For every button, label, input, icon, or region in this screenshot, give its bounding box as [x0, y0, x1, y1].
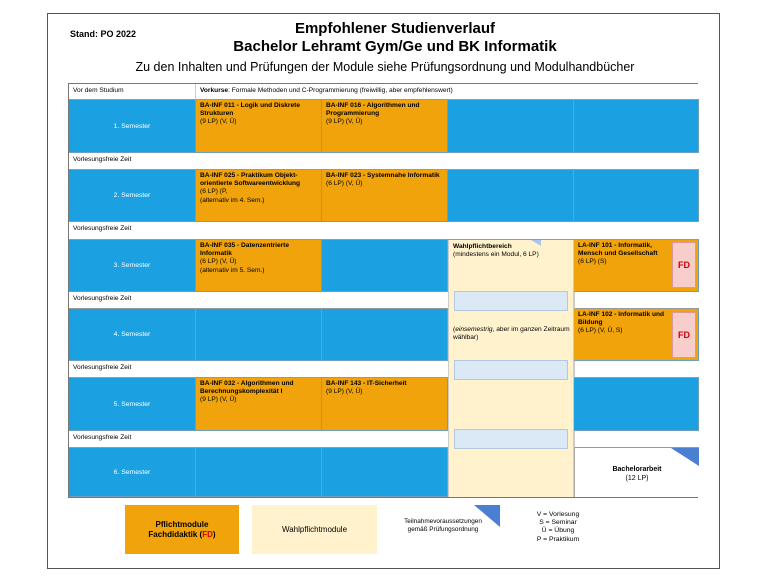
- module-meta: (9 LP) (V, Ü): [200, 396, 237, 404]
- vorkurse-cell: [196, 84, 699, 100]
- module-title: BA-INF 016 - Algorithmen und Programmierung: [326, 102, 420, 118]
- prerequisite-marker-icon: [671, 448, 699, 466]
- empty-slot: [574, 100, 699, 153]
- module-meta: (9 LP) (V, Ü): [326, 118, 363, 126]
- module-meta: (6 LP) (P,: [200, 188, 228, 196]
- legend-abbr-v: V = Vorlesung: [536, 511, 580, 518]
- fd-badge: FD: [672, 312, 696, 358]
- module-title: BA-INF 025 - Praktikum Objekt-orientierte Softwareentwicklung: [200, 172, 301, 188]
- wahlpflicht-subtitle: (mindestens ein Modul, 6 LP): [453, 251, 539, 259]
- semester-label-4: 4. Semester: [69, 309, 196, 361]
- empty-slot: [574, 170, 699, 222]
- module-ba-inf-023: [322, 170, 448, 222]
- empty-slot: [448, 100, 574, 153]
- module-title: LA-INF 101 - Informatik, Mensch und Gesellschaft: [578, 242, 658, 258]
- module-meta: (9 LP) (V, Ü): [326, 388, 363, 396]
- study-plan-grid: [68, 83, 698, 498]
- break-row-right: [574, 361, 699, 378]
- module-title: BA-INF 011 - Logik und Diskrete Strukturen: [200, 102, 301, 118]
- row-label-before-study: Vor dem Studium: [69, 84, 196, 100]
- legend-fd-close: ): [212, 529, 216, 539]
- legend-fd: FD: [202, 529, 213, 539]
- module-note: (alternativ im 4. Sem.): [200, 196, 265, 204]
- page-subtitle: Zu den Inhalten und Prüfungen der Module siehe Prüfungsordnung und Modulhandbücher: [135, 60, 635, 74]
- vorkurse-text: : Formale Methoden und C-Programmierung (freiwillig, aber empfehlenswert): [228, 87, 453, 94]
- empty-slot: [322, 448, 448, 497]
- module-title: BA-INF 035 - Datenzentrierte Informatik: [200, 242, 290, 258]
- module-meta: (6 LP) (S): [578, 258, 607, 266]
- fd-badge: FD: [672, 242, 696, 288]
- bachelorarbeit-cell: [574, 448, 699, 497]
- empty-slot: [196, 309, 322, 361]
- bachelorarbeit-title: Bachelorarbeit: [612, 466, 662, 473]
- empty-slot: [196, 448, 322, 497]
- wahlpflicht-note-open: (: [453, 326, 456, 333]
- module-ba-inf-025: [196, 170, 322, 222]
- module-title: BA-INF 032 - Algorithmen und Berechnungskomplexität I: [200, 380, 294, 396]
- legend-wahlpflichtmodule: Wahlpflichtmodule: [252, 505, 377, 554]
- bachelorarbeit-meta: (12 LP): [625, 475, 649, 482]
- semester-label-3: 3. Semester: [69, 240, 196, 292]
- module-ba-inf-035: [196, 240, 322, 292]
- legend-abbreviations: [518, 511, 598, 544]
- break-row: Vorlesungsfreie Zeit: [69, 292, 448, 309]
- semester-label-5: 5. Semester: [69, 378, 196, 431]
- module-meta: (6 LP) (V, Ü): [200, 258, 237, 266]
- empty-slot: [448, 170, 574, 222]
- legend-pflicht-label: Pflichtmodule: [155, 519, 209, 529]
- page-title: Empfohlener Studienverlauf: [294, 20, 496, 37]
- module-meta: (6 LP) (V, Ü): [326, 180, 363, 188]
- legend-fachdidaktik: [148, 530, 215, 540]
- legend-tv-line2: gemäß Prüfungsordnung: [407, 526, 479, 533]
- break-row: Vorlesungsfreie Zeit: [69, 431, 448, 448]
- break-row-right: [574, 292, 699, 309]
- break-row: Vorlesungsfreie Zeit: [69, 222, 699, 240]
- break-row-right: [574, 431, 699, 448]
- wahlpflicht-note-italic: einsemestrig: [455, 326, 493, 333]
- prerequisite-marker-icon: [531, 240, 541, 246]
- wahlpflicht-break-slot: [454, 429, 568, 449]
- empty-slot: [322, 309, 448, 361]
- wahlpflicht-break-slot: [454, 291, 568, 311]
- break-row: Vorlesungsfreie Zeit: [69, 361, 448, 378]
- break-row: Vorlesungsfreie Zeit: [69, 153, 699, 170]
- wahlpflicht-note-rest: , aber im ganzen Zeitraum wählbar): [453, 326, 570, 342]
- legend-prerequisites: [388, 518, 498, 534]
- module-title: BA-INF 143 - IT-Sicherheit: [326, 380, 407, 387]
- module-meta: (9 LP) (V, Ü): [200, 118, 237, 126]
- module-title: LA-INF 102 - Informatik und Bildung: [578, 311, 665, 327]
- legend-fachdidaktik-label: Fachdidaktik (: [148, 529, 203, 539]
- semester-label-6: 6. Semester: [69, 448, 196, 497]
- semester-label-2: 2. Semester: [69, 170, 196, 222]
- legend-abbr-p: P = Praktikum: [536, 535, 580, 543]
- stand-label: Stand: PO 2022: [70, 29, 137, 39]
- vorkurse-bold: Vorkurse: [200, 87, 229, 94]
- wahlpflicht-break-slot: [454, 360, 568, 380]
- module-meta: (6 LP) (V, Ü, S): [578, 327, 623, 335]
- module-ba-inf-143: [322, 378, 448, 431]
- module-note: (alternativ im 5. Sem.): [200, 266, 265, 274]
- module-title: BA-INF 023 - Systemnahe Informatik: [326, 172, 440, 179]
- wahlpflicht-title: Wahlpflichtbereich: [453, 243, 512, 250]
- empty-slot: [322, 240, 448, 292]
- legend-tv-line1: Teilnahmevoraussetzungen: [404, 518, 482, 525]
- page-title-line2: Bachelor Lehramt Gym/Ge und BK Informatik: [233, 38, 557, 55]
- module-ba-inf-011: [196, 100, 322, 153]
- module-ba-inf-032: [196, 378, 322, 431]
- module-ba-inf-016: [322, 100, 448, 153]
- legend-pflichtmodule: [125, 505, 239, 554]
- semester-label-1: 1. Semester: [69, 100, 196, 153]
- legend-abbr-s: S = Seminar: [539, 519, 577, 527]
- empty-slot: [574, 378, 699, 431]
- legend-abbr-u: Ü = Übung: [541, 527, 575, 535]
